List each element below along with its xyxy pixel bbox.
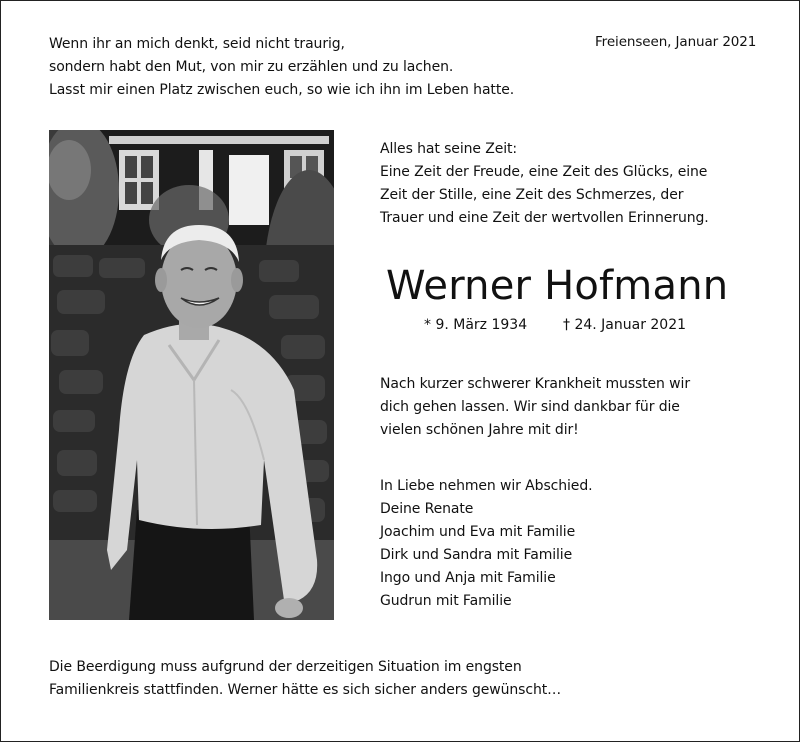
quote-line: Alles hat seine Zeit: xyxy=(380,141,518,157)
message-line: vielen schönen Jahre mit dir! xyxy=(380,422,579,438)
quote-line: Zeit der Stille, eine Zeit des Schmerzes, der xyxy=(380,187,684,203)
poem-line: Lasst mir einen Platz zwischen euch, so wie ich ihn im Leben hatte. xyxy=(49,82,515,98)
portrait-photo xyxy=(49,130,334,620)
family-line: Deine Renate xyxy=(380,501,474,517)
funeral-line: Die Beerdigung muss aufgrund der derzeitigen Situation im engsten xyxy=(49,659,522,675)
place-date: Freienseen, Januar 2021 xyxy=(595,34,757,50)
quote-line: Trauer und eine Zeit der wertvollen Erinnerung. xyxy=(380,210,709,226)
message-line: Nach kurzer schwerer Krankheit mussten wir xyxy=(380,376,690,392)
family-line: Joachim und Eva mit Familie xyxy=(380,524,576,540)
death-date: † 24. Januar 2021 xyxy=(563,317,687,333)
funeral-line: Familienkreis stattfinden. Werner hätte es sich sicher anders gewünscht… xyxy=(49,682,562,698)
poem-line: Wenn ihr an mich denkt, seid nicht traurig, xyxy=(49,36,345,52)
family-line: Gudrun mit Familie xyxy=(380,593,512,609)
poem-line: sondern habt den Mut, von mir zu erzählen und zu lachen. xyxy=(49,59,454,75)
deceased-name: Werner Hofmann xyxy=(386,263,729,309)
family-line: Ingo und Anja mit Familie xyxy=(380,570,556,586)
quote-line: Eine Zeit der Freude, eine Zeit des Glücks, eine xyxy=(380,164,708,180)
poem xyxy=(49,33,514,102)
farewell-message xyxy=(380,373,690,442)
birth-date: * 9. März 1934 xyxy=(424,317,528,333)
quote xyxy=(380,138,709,230)
family-line: In Liebe nehmen wir Abschied. xyxy=(380,478,593,494)
message-line: dich gehen lassen. Wir sind dankbar für die xyxy=(380,399,680,415)
funeral-notice xyxy=(49,656,561,702)
family-line: Dirk und Sandra mit Familie xyxy=(380,547,573,563)
family-signatures xyxy=(380,475,592,613)
